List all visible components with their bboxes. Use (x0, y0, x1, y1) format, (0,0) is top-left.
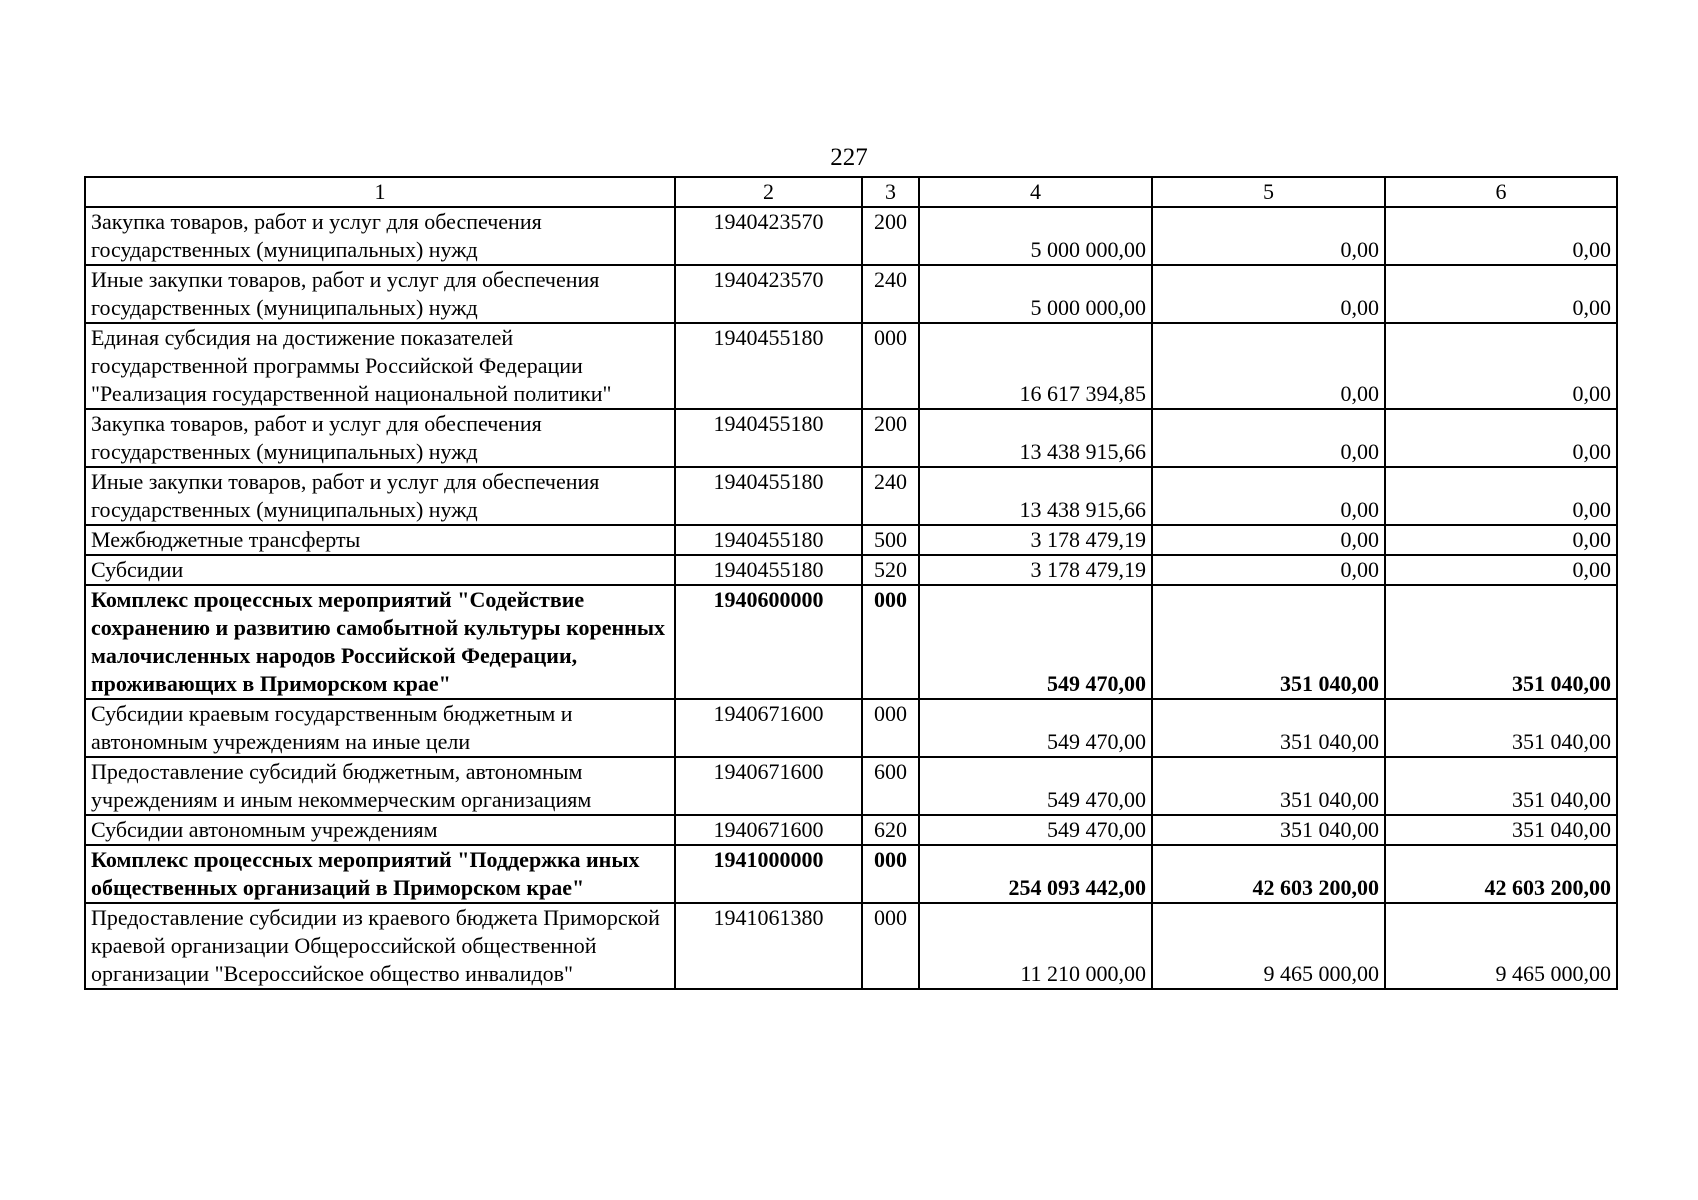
row-target-code: 1940600000 (675, 585, 862, 699)
row-amount-col5: 42 603 200,00 (1152, 845, 1385, 903)
table-row (85, 265, 1617, 323)
row-amount-col5: 0,00 (1152, 265, 1385, 323)
row-amount-col5: 9 465 000,00 (1152, 903, 1385, 989)
row-name: Предоставление субсидий бюджетным, автономным учреждениям и иным некоммерческим организациям (85, 757, 675, 815)
header-cell: 5 (1152, 177, 1385, 207)
row-target-code: 1940671600 (675, 757, 862, 815)
row-target-code: 1940455180 (675, 525, 862, 555)
row-amount-col6: 0,00 (1385, 265, 1617, 323)
header-cell: 6 (1385, 177, 1617, 207)
table-row (85, 409, 1617, 467)
row-expense-type: 520 (862, 555, 919, 585)
row-amount-col4: 3 178 479,19 (919, 525, 1152, 555)
row-target-code: 1940455180 (675, 323, 862, 409)
row-amount-col5: 0,00 (1152, 207, 1385, 265)
row-name: Субсидии автономным учреждениям (85, 815, 675, 845)
row-amount-col5: 0,00 (1152, 323, 1385, 409)
row-amount-col5: 0,00 (1152, 555, 1385, 585)
row-amount-col6: 9 465 000,00 (1385, 903, 1617, 989)
row-amount-col5: 0,00 (1152, 525, 1385, 555)
row-expense-type: 000 (862, 903, 919, 989)
header-cell: 2 (675, 177, 862, 207)
row-amount-col6: 0,00 (1385, 555, 1617, 585)
row-name: Комплекс процессных мероприятий "Поддержка иных общественных организаций в Приморском крае" (85, 845, 675, 903)
row-amount-col4: 13 438 915,66 (919, 467, 1152, 525)
row-target-code: 1940455180 (675, 555, 862, 585)
budget-table (84, 176, 1618, 990)
row-amount-col4: 13 438 915,66 (919, 409, 1152, 467)
row-name: Закупка товаров, работ и услуг для обеспечения государственных (муниципальных) нужд (85, 207, 675, 265)
row-amount-col5: 351 040,00 (1152, 585, 1385, 699)
row-target-code: 1940671600 (675, 815, 862, 845)
row-expense-type: 000 (862, 699, 919, 757)
row-name: Межбюджетные трансферты (85, 525, 675, 555)
row-target-code: 1940671600 (675, 699, 862, 757)
row-amount-col4: 549 470,00 (919, 757, 1152, 815)
row-target-code: 1940455180 (675, 409, 862, 467)
row-amount-col6: 42 603 200,00 (1385, 845, 1617, 903)
row-expense-type: 000 (862, 585, 919, 699)
row-amount-col4: 5 000 000,00 (919, 207, 1152, 265)
table-row (85, 699, 1617, 757)
row-expense-type: 200 (862, 409, 919, 467)
header-row (85, 177, 1617, 207)
row-target-code: 1940423570 (675, 265, 862, 323)
row-name: Субсидии (85, 555, 675, 585)
row-amount-col5: 351 040,00 (1152, 757, 1385, 815)
row-name: Иные закупки товаров, работ и услуг для обеспечения государственных (муниципальных) нужд (85, 467, 675, 525)
row-name: Закупка товаров, работ и услуг для обеспечения государственных (муниципальных) нужд (85, 409, 675, 467)
row-target-code: 1941000000 (675, 845, 862, 903)
table-row (85, 525, 1617, 555)
row-amount-col6: 0,00 (1385, 409, 1617, 467)
header-cell: 1 (85, 177, 675, 207)
table-row (85, 555, 1617, 585)
row-expense-type: 000 (862, 323, 919, 409)
table-row (85, 207, 1617, 265)
row-target-code: 1940423570 (675, 207, 862, 265)
row-amount-col5: 351 040,00 (1152, 699, 1385, 757)
row-expense-type: 000 (862, 845, 919, 903)
row-amount-col5: 351 040,00 (1152, 815, 1385, 845)
row-expense-type: 240 (862, 467, 919, 525)
row-target-code: 1940455180 (675, 467, 862, 525)
row-name: Комплекс процессных мероприятий "Содействие сохранению и развитию самобытной культуры коренных малочисленных народов Российской Федерации, проживающих в Приморском крае" (85, 585, 675, 699)
row-amount-col4: 3 178 479,19 (919, 555, 1152, 585)
row-amount-col4: 254 093 442,00 (919, 845, 1152, 903)
row-name: Иные закупки товаров, работ и услуг для обеспечения государственных (муниципальных) нужд (85, 265, 675, 323)
row-amount-col6: 351 040,00 (1385, 699, 1617, 757)
row-expense-type: 500 (862, 525, 919, 555)
row-amount-col6: 351 040,00 (1385, 815, 1617, 845)
row-amount-col5: 0,00 (1152, 467, 1385, 525)
table-row (85, 323, 1617, 409)
page-number: 227 (830, 144, 868, 171)
row-amount-col4: 549 470,00 (919, 815, 1152, 845)
row-name: Субсидии краевым государственным бюджетным и автономным учреждениям на иные цели (85, 699, 675, 757)
row-amount-col6: 0,00 (1385, 207, 1617, 265)
row-target-code: 1941061380 (675, 903, 862, 989)
row-expense-type: 240 (862, 265, 919, 323)
table-row (85, 903, 1617, 989)
row-amount-col5: 0,00 (1152, 409, 1385, 467)
row-name: Предоставление субсидии из краевого бюджета Приморской краевой организации Общероссийской общественной организации "Всероссийское общество инвалидов" (85, 903, 675, 989)
row-amount-col4: 5 000 000,00 (919, 265, 1152, 323)
row-name: Единая субсидия на достижение показателей государственной программы Российской Федерации "Реализация государственной национальной политики" (85, 323, 675, 409)
row-expense-type: 620 (862, 815, 919, 845)
table-row (85, 757, 1617, 815)
row-amount-col4: 11 210 000,00 (919, 903, 1152, 989)
header-cell: 3 (862, 177, 919, 207)
header-cell: 4 (919, 177, 1152, 207)
row-amount-col6: 0,00 (1385, 323, 1617, 409)
row-amount-col6: 0,00 (1385, 467, 1617, 525)
row-amount-col6: 351 040,00 (1385, 757, 1617, 815)
row-amount-col4: 549 470,00 (919, 699, 1152, 757)
row-amount-col6: 0,00 (1385, 525, 1617, 555)
budget-table-body (85, 177, 1617, 989)
row-amount-col4: 549 470,00 (919, 585, 1152, 699)
table-row (85, 467, 1617, 525)
table-row-section (85, 845, 1617, 903)
row-expense-type: 200 (862, 207, 919, 265)
row-amount-col6: 351 040,00 (1385, 585, 1617, 699)
table-row-section (85, 585, 1617, 699)
row-expense-type: 600 (862, 757, 919, 815)
table-row (85, 815, 1617, 845)
row-amount-col4: 16 617 394,85 (919, 323, 1152, 409)
